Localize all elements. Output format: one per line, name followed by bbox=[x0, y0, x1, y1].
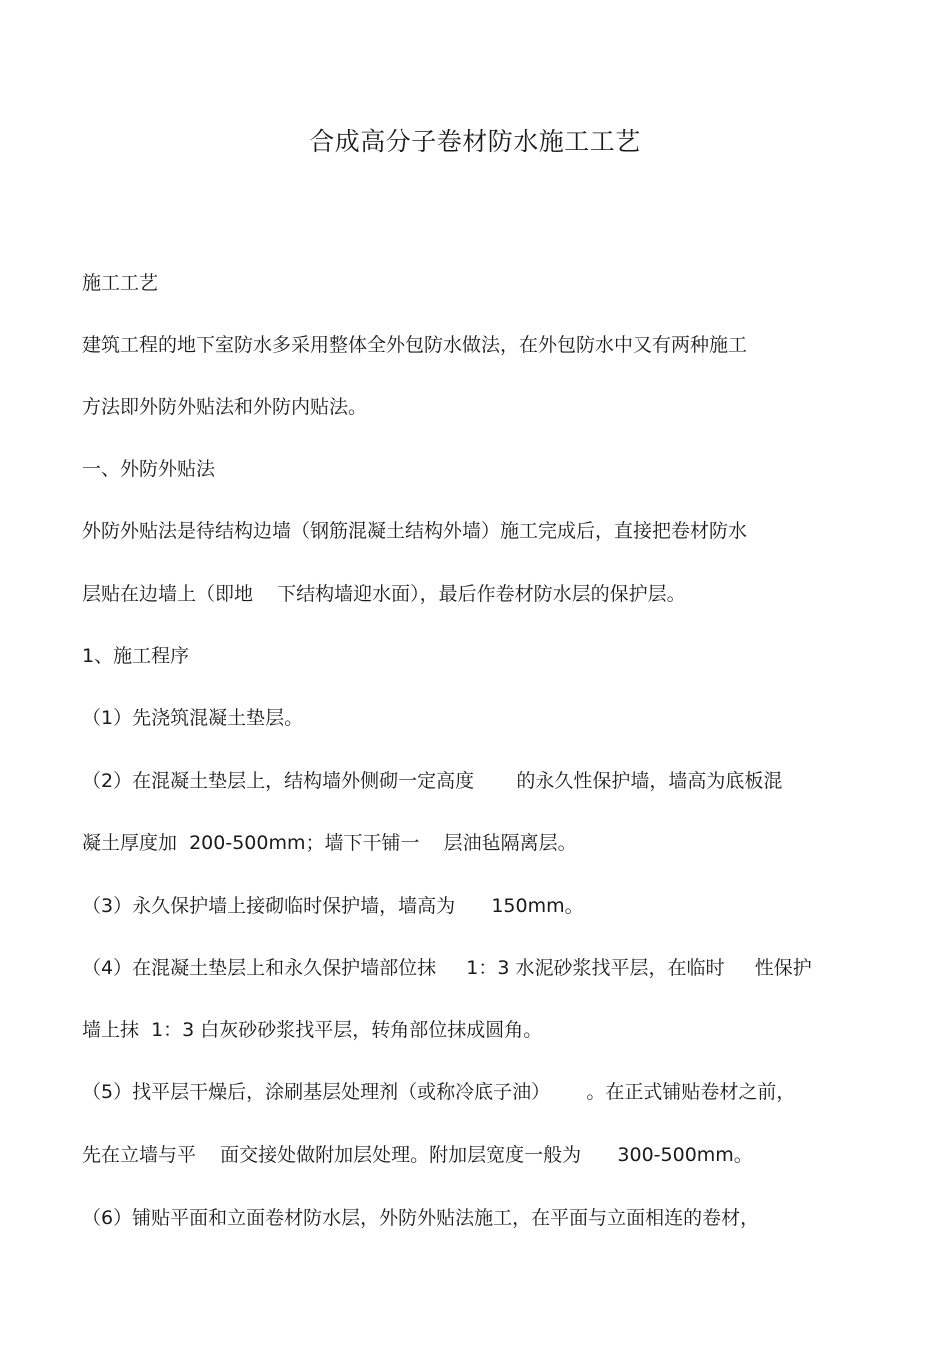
list-item: （4）在混凝土垫层上和永久保护墙部位抹 1：3 水泥砂浆找平层，在临时 性保护 bbox=[82, 957, 812, 979]
list-item: （5）找平层干燥后，涂刷基层处理剂（或称冷底子油） 。在正式铺贴卷材之前， bbox=[82, 1081, 796, 1103]
section-heading: 施工工艺 bbox=[82, 272, 159, 294]
document-title: 合成高分子卷材防水施工工艺 bbox=[309, 127, 641, 156]
list-item: （3）永久保护墙上接砌临时保护墙，墙高为 150mm。 bbox=[82, 895, 584, 917]
paragraph-line: 凝土厚度加 200-500mm；墙下干铺一 层油毡隔离层。 bbox=[82, 832, 577, 854]
list-item: （1）先浇筑混凝土垫层。 bbox=[82, 707, 304, 729]
paragraph-line: 外防外贴法是待结构边墙（钢筋混凝土结构外墙）施工完成后，直接把卷材防水 bbox=[82, 520, 748, 542]
paragraph-line: 先在立墙与平 面交接处做附加层处理。附加层宽度一般为 300-500mm。 bbox=[82, 1144, 753, 1166]
paragraph-line: 墙上抹 1：3 白灰砂砂浆找平层，转角部位抹成圆角。 bbox=[82, 1019, 543, 1041]
section-heading: 1、施工程序 bbox=[82, 645, 190, 667]
paragraph-line: 层贴在边墙上（即地 下结构墙迎水面），最后作卷材防水层的保护层。 bbox=[82, 583, 686, 605]
list-item: （6）铺贴平面和立面卷材防水层，外防外贴法施工，在平面与立面相连的卷材， bbox=[82, 1207, 760, 1229]
list-item: （2）在混凝土垫层上，结构墙外侧砌一定高度 的永久性保护墙，墙高为底板混 bbox=[82, 770, 783, 792]
paragraph-line: 建筑工程的地下室防水多采用整体全外包防水做法，在外包防水中又有两种施工 bbox=[82, 334, 748, 356]
paragraph-line: 方法即外防外贴法和外防内贴法。 bbox=[82, 396, 368, 418]
section-heading: 一、外防外贴法 bbox=[82, 458, 216, 480]
